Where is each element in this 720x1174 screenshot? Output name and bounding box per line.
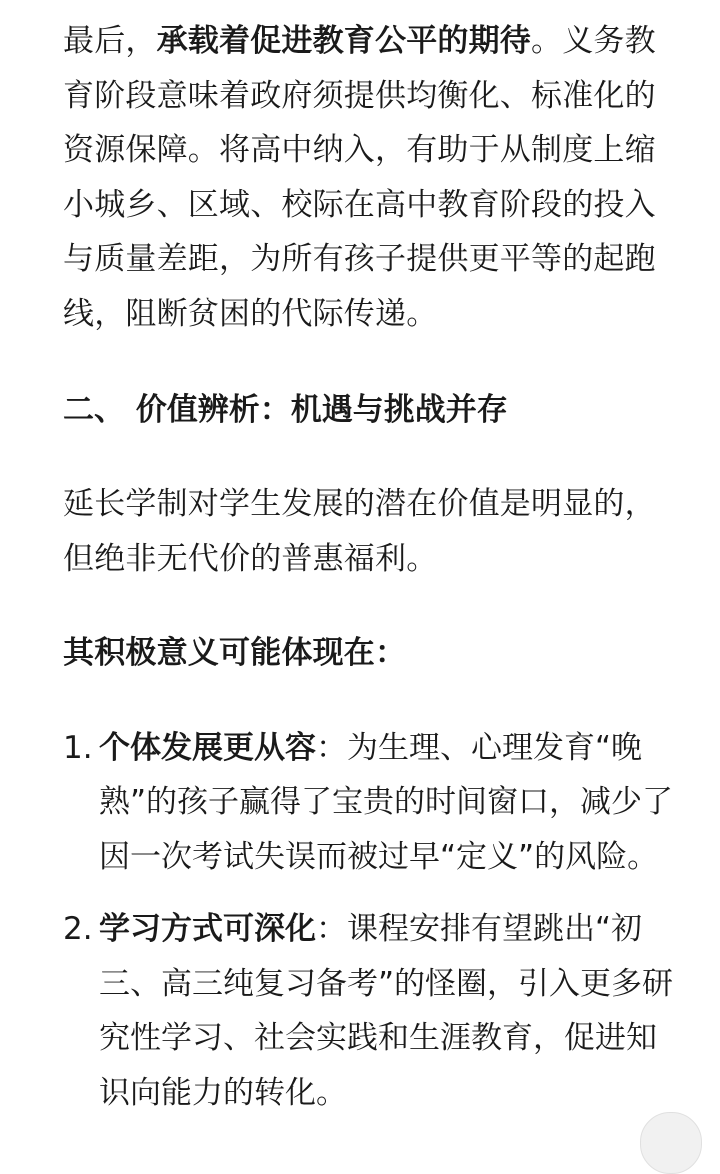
- paragraph-emphasis: 承载着促进教育公平的期待: [156, 23, 532, 59]
- list-item-text: ：为生理、心理发育“晚熟”的孩子赢得了宝贵的时间窗口，减少了因一次考试失误而被过早“定义”的风险。: [99, 729, 674, 875]
- positive-heading-text: 其积极意义可能体现在：: [63, 635, 407, 671]
- list-item: [63, 902, 679, 1120]
- benefits-list: [63, 721, 683, 1121]
- paragraph-positive-heading: [63, 626, 683, 681]
- section-heading: 二、 价值辨析：机遇与挑战并存: [63, 392, 508, 428]
- paragraph-lead: 最后，: [63, 23, 157, 59]
- list-item-title: 个体发展更从容: [99, 729, 316, 766]
- paragraph-value: 延长学制对学生发展的潜在价值是明显的，但绝非无代价的普惠福利。: [63, 486, 656, 577]
- list-item-number: 2.: [63, 911, 93, 947]
- list-item-number: 1.: [63, 729, 93, 766]
- list-item-title: 学习方式可深化: [99, 911, 316, 947]
- floating-action-button[interactable]: [640, 1112, 702, 1174]
- paragraph-education-equity: [63, 14, 683, 341]
- article-content: [63, 14, 683, 1120]
- paragraph-body: 。义务教育阶段意味着政府须提供均衡化、标准化的资源保障。将高中纳入，有助于从制度上缩小城乡、区域、校际在高中教育阶段的投入与质量差距，为所有孩子提供更平等的起跑线，阻断贫困的代际传递。: [63, 23, 656, 332]
- list-item: [63, 721, 679, 885]
- list-item-text: ：课程安排有望跳出“初三、高三纯复习备考”的怪圈，引入更多研究性学习、社会实践和生涯教育，促进知识向能力的转化。: [99, 911, 674, 1111]
